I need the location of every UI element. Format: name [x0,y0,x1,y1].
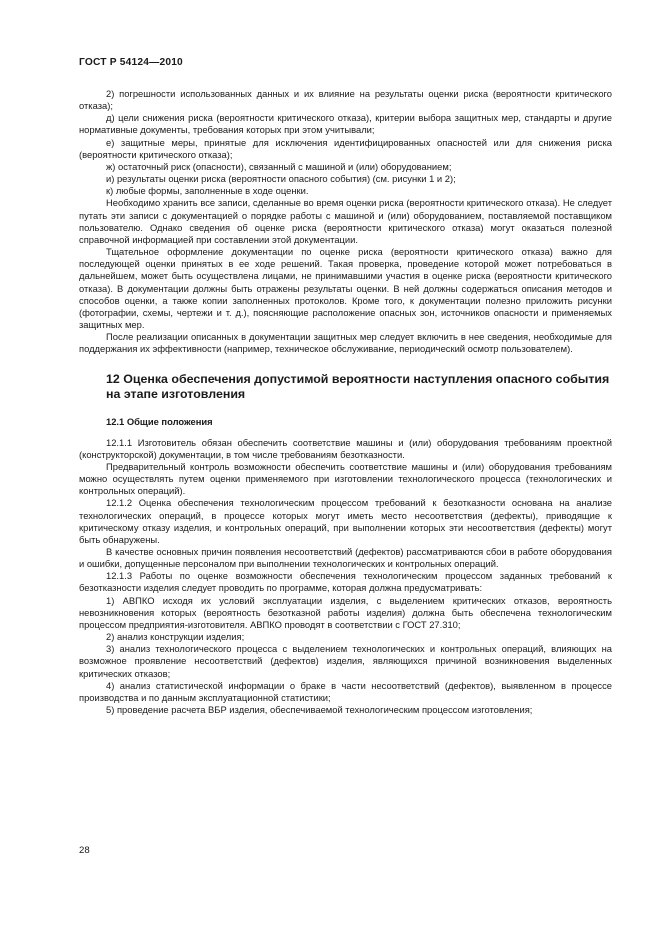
paragraph-records: Необходимо хранить все записи, сделанные во время оценки риска (вероятности критического отказа). Не следует путать эти записи с документацией о порядке работы с машиной и (или) оборудованием, поставляемой поставщиком пользователю. Однако сведения об оценке риска (вероятности критического отказа) могут оказаться полезной справочной информацией при составлении этой документации. [79,197,612,245]
document-header: ГОСТ Р 54124—2010 [79,57,183,68]
paragraph-12-1-2: 12.1.2 Оценка обеспечения технологическим процессом требований к безотказности основана на анализе технологических операций, в процессе которых могут иметь место несоответствия (дефекты), приводящие к критическому отказу изделия, и контрольных операций, при выполнении которых эти несоответствия (дефекты) могут быть обнаружены. [79,497,612,545]
paragraph-12-1-3: 12.1.3 Работы по оценке возможности обеспечения технологическим процессом заданных требований к безотказности изделия следует проводить по программе, которая должна предусматривать: [79,570,612,594]
list-item-i: и) результаты оценки риска (вероятности опасного события) (см. рисунки 1 и 2); [106,173,456,185]
program-item-5: 5) проведение расчета ВБР изделия, обеспечиваемой технологическим процессом изготовления; [106,704,533,716]
list-item-zh: ж) остаточный риск (опасности), связанный с машиной и (или) оборудованием; [106,160,452,172]
list-item-d: д) цели снижения риска (вероятности критического отказа), критерии выбора защитных мер, стандарты и другие нормативные документы, требования которых при этом учитывали; [79,112,612,136]
program-item-4: 4) анализ статистической информации о браке в части несоответствий (дефектов), выявленном в процессе производства и по данным эксплуатационной статистики; [79,679,612,703]
paragraph-causes: В качестве основных причин появления несоответствий (дефектов) рассматриваются сбои в работе оборудования и ошибки, допущенные персоналом при выполнении технологических и контрольных операций. [79,546,612,570]
section-heading: 12 Оценка обеспечения допустимой вероятности наступления опасного события на этапе изготовления [106,372,610,402]
paragraph-after-implementation: После реализации описанных в документации защитных мер следует включить в нее сведения, необходимые для поддержания их эффективности (например, техническое обслуживание, периодический осмотр пользователем). [79,331,612,355]
program-item-2: 2) анализ конструкции изделия; [106,631,245,643]
list-item-k: к) любые формы, заполненные в ходе оценки. [106,185,309,197]
program-item-1: 1) АВПКО исходя их условий эксплуатации изделия, с выделением критических отказов, вероятность невозникновения которых (вероятность безотказной работы изделия) должна быть обеспечена технологическим процессом предприятия-изготовителя. АВПКО проводят в соответствии с ГОСТ 27.310; [79,594,612,630]
page-content [79,88,612,716]
list-item-e: е) защитные меры, принятые для исключения идентифицированных опасностей или для снижения риска (вероятности критического отказа); [79,136,612,160]
paragraph-12-1-1: 12.1.1 Изготовитель обязан обеспечить соответствие машины и (или) оборудования требованиям проектной (конструкторской) документации, в том числе требованиям безотказности. [79,436,612,460]
paragraph-documentation: Тщательное оформление документации по оценке риска (вероятности критического отказа) важно для последующей оценки принятых в ее ходе решений. Такая проверка, проведение которой может потребоваться в дальнейшем, может быть осуществлена лицами, не принимавшими участия в оценке риска (вероятности критического отказа). В документации должны быть отражены результаты оценки. В ней должны содержаться описания методов и способов оценки, а также копии заполненных протоколов. Кроме того, к документации полезно приложить рисунки (фотографии, схемы, чертежи и т. д.), поясняющие расположение опасных зон, источников опасности и применяемых защитных мер. [79,246,612,330]
subsection-heading: 12.1 Общие положения [106,416,213,428]
list-item-2: 2) погрешности использованных данных и их влияние на результаты оценки риска (вероятности критического отказа); [79,88,612,112]
page-number: 28 [79,845,90,856]
program-item-3: 3) анализ технологического процесса с выделением технологических и контрольных операций, влияющих на возможное проявление несоответствий (дефектов) изделия, являющихся причиной возникновения выделенных критических отказов; [79,643,612,679]
paragraph-preliminary-control: Предварительный контроль возможности обеспечить соответствие машины и (или) оборудования требованиям можно осуществлять путем оценки применяемого при изготовлении технологического процесса (технологических и контрольных операций). [79,460,612,497]
